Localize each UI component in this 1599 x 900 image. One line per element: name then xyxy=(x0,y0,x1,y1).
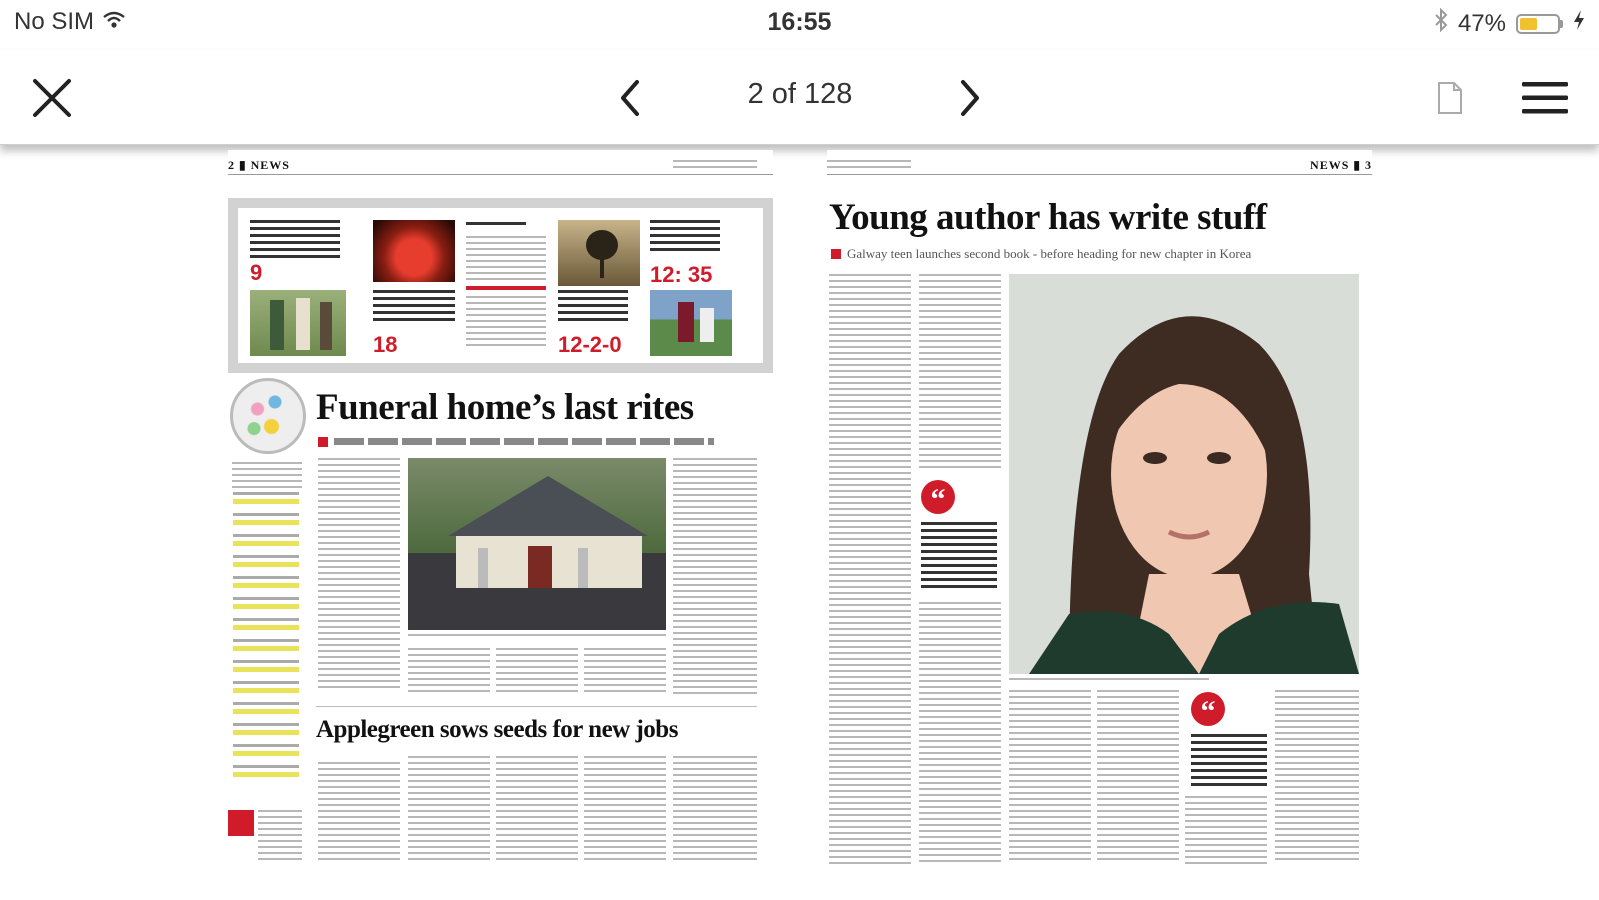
close-icon xyxy=(30,76,74,120)
photo-caption xyxy=(1009,678,1209,682)
section-divider xyxy=(316,706,757,707)
contents-list xyxy=(466,236,546,282)
masthead-text xyxy=(673,160,757,169)
article-column xyxy=(408,648,490,696)
sidebar-list xyxy=(233,492,299,786)
contents-page-number: 9 xyxy=(250,260,263,285)
red-logo-block xyxy=(228,810,254,836)
young-author-headline[interactable]: Young author has write stuff xyxy=(829,197,1267,238)
funeral-standfirst xyxy=(318,434,714,450)
carrier-label: No SIM xyxy=(14,8,95,35)
contents-teaser-text xyxy=(373,290,455,324)
portrait-illustration xyxy=(1009,274,1359,674)
contents-divider xyxy=(466,286,546,290)
contents-heading xyxy=(466,222,526,228)
reader-toolbar xyxy=(0,50,1599,145)
right-page[interactable] xyxy=(827,150,1372,890)
chevron-right-icon xyxy=(955,78,985,118)
photo-caption xyxy=(408,634,666,638)
hamburger-menu-icon xyxy=(1521,80,1569,116)
newspaper-spread[interactable] xyxy=(0,150,1599,900)
folio-rule xyxy=(228,174,773,175)
sidebar-text xyxy=(258,810,302,862)
left-page[interactable] xyxy=(228,150,773,890)
battery-percent: 47% xyxy=(1457,9,1506,37)
funeral-home-photo[interactable] xyxy=(408,458,666,630)
contents-page-number: 12: 35 xyxy=(650,262,713,287)
status-time: 16:55 xyxy=(767,8,832,36)
contents-page-number: 18 xyxy=(373,332,398,357)
author-portrait-photo[interactable] xyxy=(1009,274,1359,674)
contents-teaser-text xyxy=(650,220,720,254)
quote-icon: “ xyxy=(921,480,955,514)
article-column xyxy=(584,756,666,862)
article-column xyxy=(919,274,1001,472)
charging-icon xyxy=(1573,9,1585,38)
article-column xyxy=(673,458,757,698)
article-column xyxy=(1185,796,1267,864)
right-page-folio: NEWS ▮ 3 xyxy=(1310,158,1372,172)
sidebar-text xyxy=(232,462,302,488)
status-bar xyxy=(0,0,1599,50)
chevron-left-icon xyxy=(615,78,645,118)
article-column xyxy=(1009,690,1091,864)
applegreen-headline[interactable]: Applegreen sows seeds for new jobs xyxy=(316,716,678,743)
quote-icon: “ xyxy=(1191,692,1225,726)
folio-rule xyxy=(827,174,1372,175)
contents-box[interactable] xyxy=(228,198,773,373)
contents-list xyxy=(466,296,546,348)
pull-quote xyxy=(921,522,997,588)
article-column xyxy=(829,274,911,864)
article-column xyxy=(318,762,400,862)
close-button[interactable] xyxy=(22,68,82,128)
funeral-headline[interactable]: Funeral home’s last rites xyxy=(316,387,694,428)
contents-thumb-people xyxy=(250,290,346,356)
young-author-standfirst: Galway teen launches second book - before heading for new chapter in Korea xyxy=(831,246,1251,262)
bluetooth-icon xyxy=(1434,8,1448,39)
article-column xyxy=(496,756,578,862)
article-column xyxy=(496,648,578,696)
article-column xyxy=(318,458,400,690)
article-column xyxy=(673,756,757,862)
article-column xyxy=(584,648,666,696)
article-column xyxy=(919,602,1001,864)
contents-page-number: 12-2-0 xyxy=(558,332,622,357)
community-logo xyxy=(230,378,306,454)
single-page-icon xyxy=(1437,81,1463,115)
contents-thumb-fire xyxy=(373,220,455,282)
contents-thumb-tree xyxy=(558,220,640,286)
single-page-view-button[interactable] xyxy=(1420,68,1480,128)
contents-teaser-text xyxy=(250,220,340,260)
article-column xyxy=(1275,690,1359,864)
battery-icon xyxy=(1516,14,1563,34)
next-page-button[interactable] xyxy=(940,68,1000,128)
contents-panel xyxy=(238,208,763,363)
previous-page-button[interactable] xyxy=(600,68,660,128)
contents-thumb-sport xyxy=(650,290,732,356)
masthead-text xyxy=(827,160,911,169)
article-column xyxy=(1097,690,1179,864)
menu-button[interactable] xyxy=(1515,68,1575,128)
article-column xyxy=(408,756,490,862)
contents-teaser-text xyxy=(558,290,628,324)
left-page-folio: 2 ▮ NEWS xyxy=(228,158,290,172)
pull-quote xyxy=(1191,734,1267,786)
page-indicator: 2 of 128 xyxy=(747,78,853,110)
status-right xyxy=(1434,8,1585,39)
